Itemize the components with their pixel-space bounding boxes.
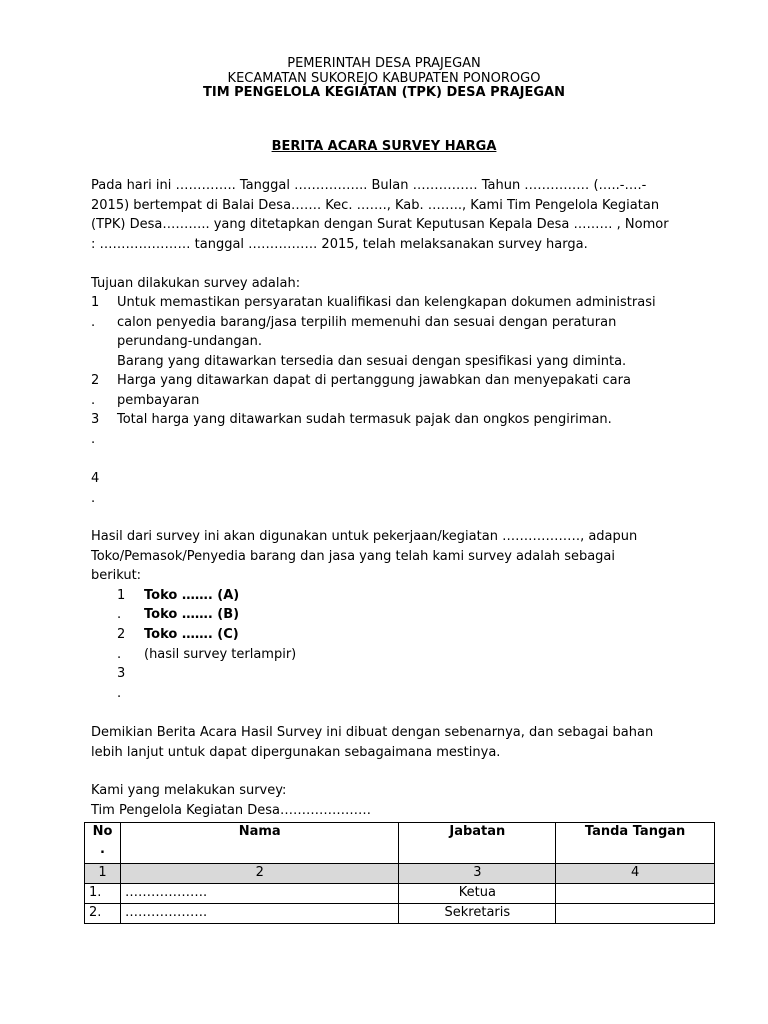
hasil-paragraph [91,527,707,586]
subheader-cell: 4 [556,864,715,884]
toko-number-3: 3 [117,666,126,681]
toko-number-1: 1 [117,588,126,603]
toko-number-1-dot: . [117,607,122,622]
tujuan-number-3: 3 [91,412,100,427]
signers-team: Tim Pengelola Kegiatan Desa………………… [91,803,371,818]
table-row [85,884,715,904]
header-jabatan: Jabatan [399,823,556,864]
intro-line-1: Pada hari ini ………….. Tanggal …………….. Bulan …………… Tahun …………… (…..-….- [91,178,647,193]
tujuan-number-2: 2 [91,373,100,388]
tujuan-number-1: 1 [91,295,100,310]
signers-intro: Kami yang melakukan survey: [91,783,287,798]
hasil-line-3: berikut: [91,568,142,583]
row-jabatan: Sekretaris [399,904,556,924]
row-jabatan: Ketua [399,884,556,904]
tujuan-heading: Tujuan dilakukan survey adalah: [91,276,301,291]
tujuan-item-3-line-2: pembayaran [117,393,200,408]
row-no: 1. [85,884,121,904]
header-nama: Nama [120,823,398,864]
table-subheader-row [85,864,715,884]
intro-line-4: : ………………… tanggal ……………. 2015, telah melaksanakan survey harga. [91,236,588,252]
tujuan-item-1-line-2: calon penyedia barang/jasa terpilih memenuhi dan sesuai dengan peraturan [117,315,617,330]
intro-paragraph [91,176,707,254]
row-tanda-tangan [556,904,715,924]
closing-paragraph [91,723,707,762]
tujuan-item-3-line-1: Harga yang ditawarkan dapat di pertanggung jawabkan dan menyepakati cara [117,373,631,388]
tujuan-item-4: Total harga yang ditawarkan sudah termasuk pajak dan ongkos pengiriman. [117,412,612,427]
header-line-1: PEMERINTAH DESA PRAJEGAN [287,56,481,71]
intro-line-2: 2015) bertempat di Balai Desa……. Kec. ……., Kab. …….., Kami Tim Pengelola Kegiatan [91,197,660,213]
intro-line-3: (TPK) Desa……….. yang ditetapkan dengan Surat Keputusan Kepala Desa ……… , Nomor [91,217,669,232]
closing-line-1: Demikian Berita Acara Hasil Survey ini dibuat dengan sebenarnya, dan sebagai bahan [91,725,654,740]
tujuan-item-1-line-3: perundang-undangan. [117,334,262,349]
toko-number-3-dot: . [117,686,122,701]
hasil-note: (hasil survey terlampir) [144,647,297,662]
tujuan-number-2-dot: . [91,393,96,408]
tujuan-number-3-dot: . [91,432,96,447]
document-title [0,137,768,157]
toko-b: Toko ……. (B) [144,607,240,622]
row-nama: ………………. [120,884,398,904]
table-header-row [85,823,715,864]
row-tanda-tangan [556,884,715,904]
tujuan-item-2: Barang yang ditawarkan tersedia dan sesuai dengan spesifikasi yang diminta. [117,354,627,369]
subheader-cell: 1 [85,864,121,884]
document-title-text: BERITA ACARA SURVEY HARGA [271,139,497,154]
table-row [85,904,715,924]
signature-table [84,822,715,924]
tujuan-number-1-dot: . [91,315,96,330]
toko-a: Toko ……. (A) [144,588,240,603]
toko-number-2: 2 [117,627,126,642]
row-no: 2. [85,904,121,924]
closing-line-2: lebih lanjut untuk dapat dipergunakan sebagaimana mestinya. [91,744,501,760]
header-line-3: TIM PENGELOLA KEGIATAN (TPK) DESA PRAJEGAN [202,85,565,100]
toko-number-2-dot: . [117,647,122,662]
tujuan-item-1-line-1: Untuk memastikan persyaratan kualifikasi dan kelengkapan dokumen administrasi [117,295,656,310]
subheader-cell: 2 [120,864,398,884]
tujuan-number-4-dot: . [91,491,96,506]
header-line-2: KECAMATAN SUKOREJO KABUPATEN PONOROGO [227,71,541,86]
subheader-cell: 3 [399,864,556,884]
row-nama: ………………. [120,904,398,924]
hasil-line-2: Toko/Pemasok/Penyedia barang dan jasa yang telah kami survey adalah sebagai [91,548,616,564]
header-tanda-tangan: Tanda Tangan [556,823,715,864]
tujuan-number-4: 4 [91,471,100,486]
toko-c: Toko ……. (C) [144,627,239,642]
header-no: No . [85,823,121,864]
hasil-line-1: Hasil dari survey ini akan digunakan untuk pekerjaan/kegiatan ………………, adapun [91,529,638,544]
